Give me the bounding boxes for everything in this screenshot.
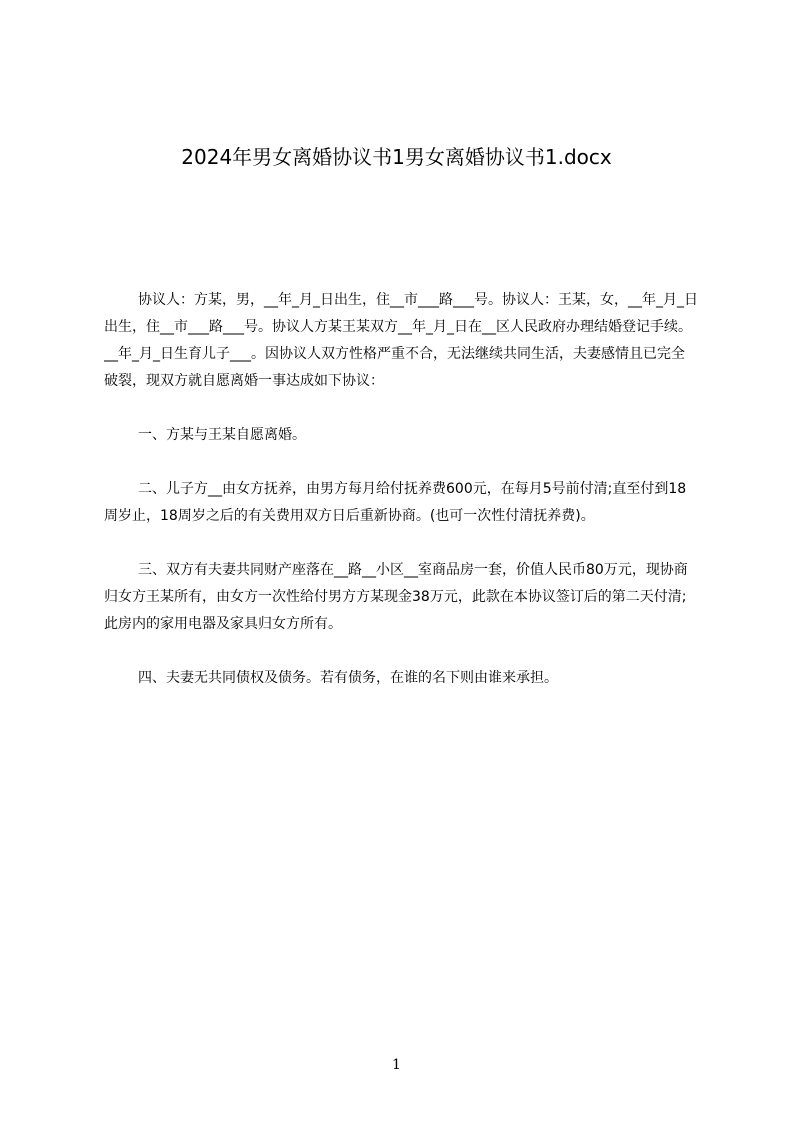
paragraph-clause-2: 二、儿子方__由女方抚养，由男方每月给付抚养费600元，在每月5号前付清;直至付到18周岁止，18周岁之后的有关费用双方日后重新协商。(也可一次性付清抚养费)。: [104, 481, 687, 524]
paragraph-spacer: [104, 638, 698, 665]
paragraph-preamble: 协议人：方某，男，__年_月_日出生，住__市___路___号。协议人：王某，女，__年_月_日出生，住__市___路___号。协议人方某王某双方__年_月_日在__区人民政府办理结婚登记手续。__年_月_日生育儿子___。因协议人双方性格严重不合，无法继续共同生活，夫妻感情且已完全破裂，现双方就自愿离婚一事达成如下协议：: [104, 292, 698, 389]
document-title: 2024年男女离婚协议书1男女离婚协议书1.docx: [181, 145, 612, 169]
paragraph-spacer: [104, 530, 698, 557]
page-number: 1: [392, 1057, 401, 1073]
paragraph-spacer: [104, 449, 698, 476]
paragraph-clause-4: 四、夫妻无共同债权及债务。若有债务，在谁的名下则由谁来承担。: [138, 670, 558, 686]
paragraph-spacer: [104, 395, 698, 422]
paragraph-clause-3: 三、双方有夫妻共同财产座落在__路__小区__室商品房一套，价值人民币80万元，现协商归女方王某所有，由女方一次性给付男方方某现金38万元，此款在本协议签订后的第二天付清;此房内的家用电器及家具归女方所有。: [104, 562, 688, 632]
document-body: [104, 287, 698, 692]
paragraph-clause-1: 一、方某与王某自愿离婚。: [138, 427, 306, 443]
